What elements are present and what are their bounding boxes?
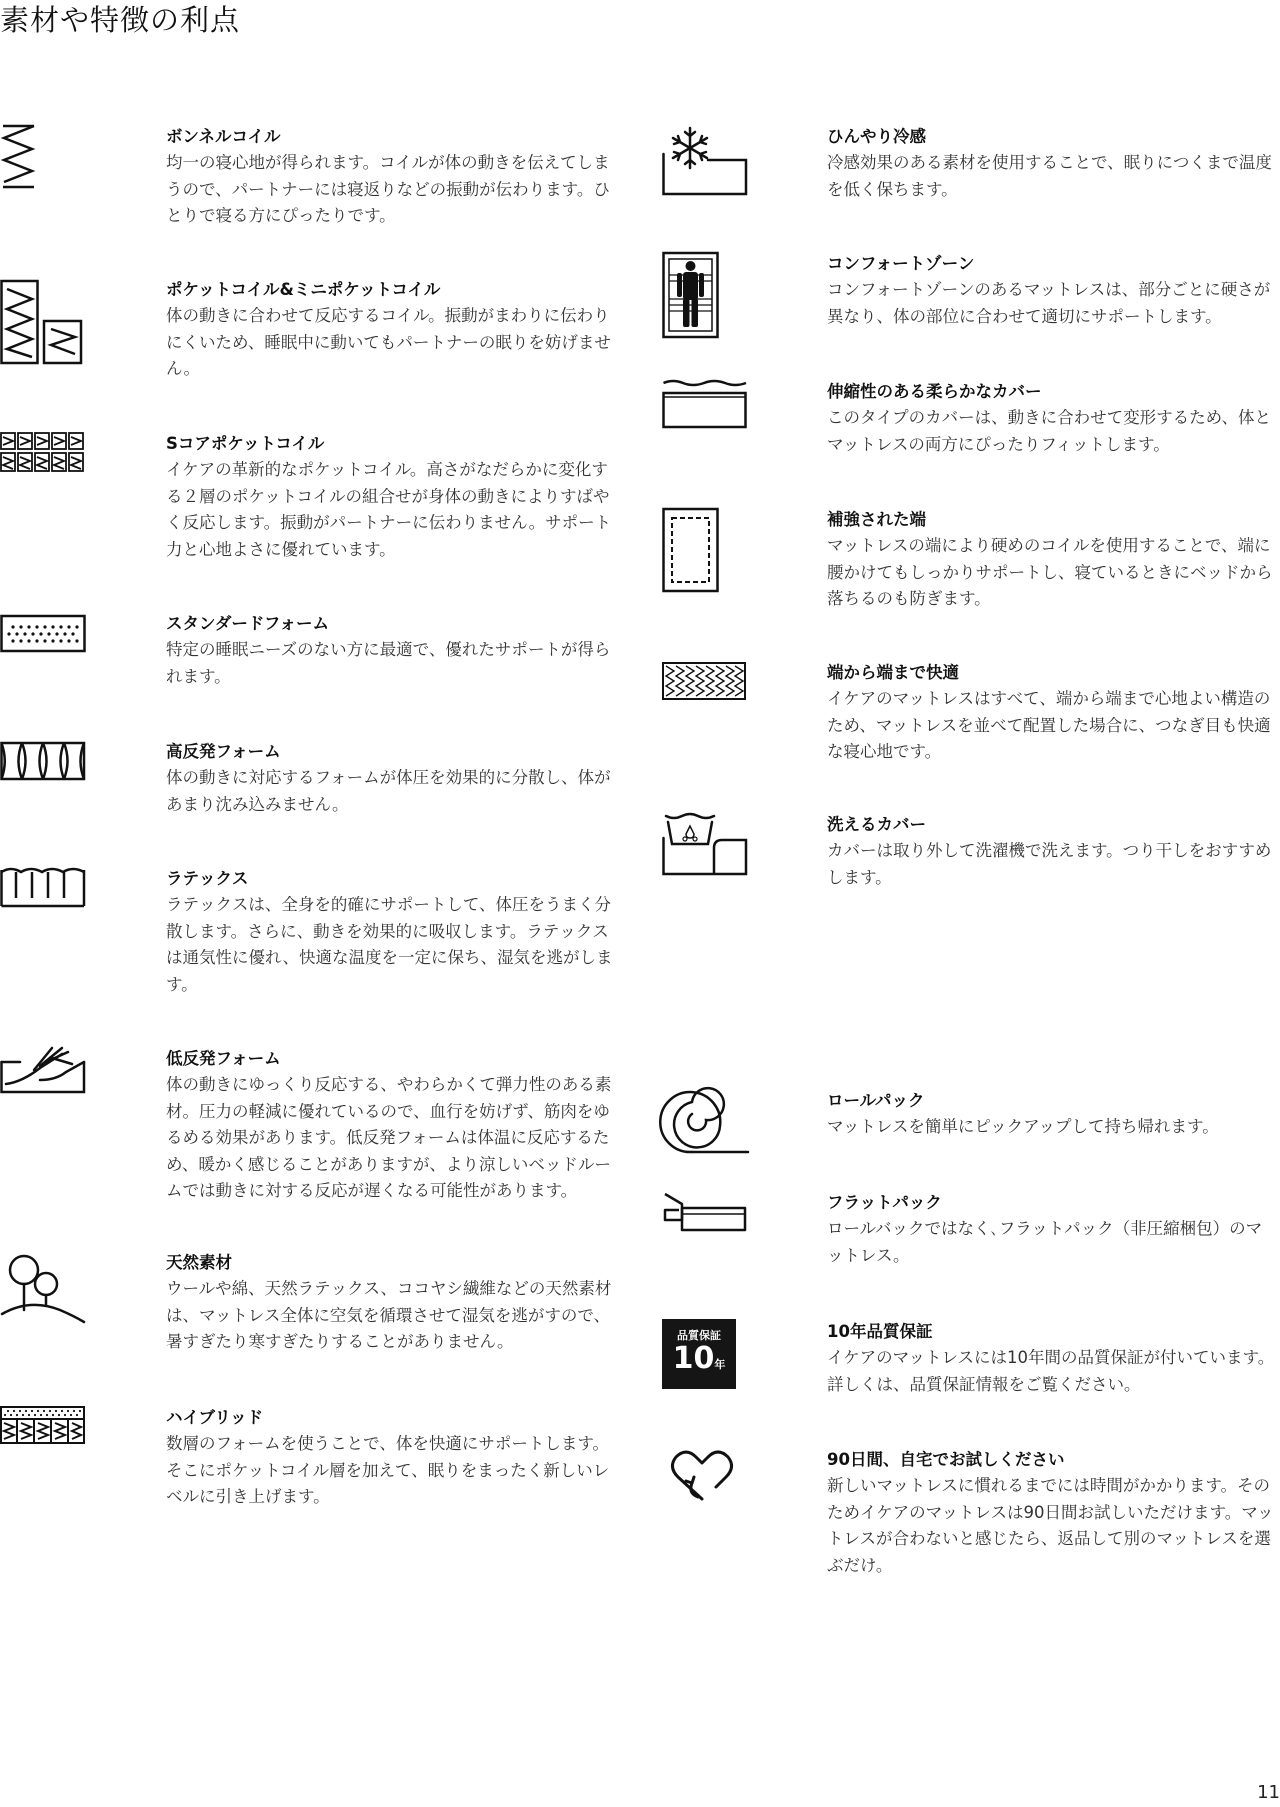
feature-title: ボンネルコイル (166, 127, 281, 146)
bonnell-coil-icon (0, 124, 90, 214)
s-core-pocket-coil-icon (0, 431, 90, 521)
feature-description: イケアのマットレスはすべて、端から端まで心地よい構造のため、マットレスを並べて配置した場合に、つなぎ目も快適な寝心地です。 (827, 689, 1271, 761)
feature-description: イケアの革新的なポケットコイル。高さがなだらかに変化する２層のポケットコイルの組合せが身体の動きによりすばやく反応します。振動がパートナーに伝わりません。サポート力と心地よさに優れています。 (166, 460, 612, 559)
page-number: 11 (1257, 1782, 1280, 1803)
feature-description: このタイプのカバーは、動きに合わせて変形するため、体とマットレスの両方にぴったりフィットします。 (827, 408, 1272, 454)
warranty-badge-label: 品質保証 (677, 1329, 721, 1342)
feature-description: 体の動きにゆっくり反応する、やわらかくて弾力性のある素材。圧力の軽減に優れているので、血行を妨げず、筋肉をゆるめる効果があります。低反発フォームは体温に反応するため、暖かく感じることがありますが、より涼しいベッドルームでは動きに対する反応が遅くなる可能性があります。 (166, 1075, 612, 1200)
warranty-badge-number: 10 (672, 1341, 715, 1376)
feature-title: 天然素材 (166, 1253, 232, 1272)
feature-description: 体の動きに合わせて反応するコイル。振動がまわりに伝わりにくいため、睡眠中に動いてもパートナーの眠りを妨げません。 (166, 306, 611, 378)
reinforced-edge-icon (662, 507, 752, 597)
feature-title: 端から端まで快適 (827, 663, 959, 682)
standard-foam-icon (0, 611, 90, 701)
feature-description: 新しいマットレスに慣れるまでには時間がかかります。そのためイケアのマットレスは90日間お試しいただけます。マットレスが合わないと感じたら、返品して別のマットレスを選ぶだけ。 (827, 1476, 1274, 1575)
memory-foam-hand-icon (0, 1046, 90, 1136)
feature-title: ハイブリッド (166, 1408, 264, 1427)
feature-description: ウールや綿、天然ラテックス、ココヤシ繊維などの天然素材は、マットレス全体に空気を循環させて湿気を逃がすので、暑すぎたり寒すぎたりすることがありません。 (166, 1279, 612, 1351)
feature-title: Sコアポケットコイル (166, 434, 325, 453)
feature-title: ロールパック (827, 1091, 925, 1110)
feature-description: 体の動きに対応するフォームが体圧を効果的に分散し、体があまり沈み込みません。 (166, 768, 611, 814)
feature-title: 低反発フォーム (166, 1049, 281, 1068)
latex-icon (0, 866, 90, 956)
feature-description: 特定の睡眠ニーズのない方に最適で、優れたサポートが得られます。 (166, 640, 611, 686)
feature-description: マットレスを簡単にピックアップして持ち帰れます。 (827, 1117, 1219, 1136)
feature-title: 90日間、自宅でお試しください (827, 1450, 1065, 1469)
feature-title: ポケットコイル&ミニポケットコイル (166, 280, 441, 299)
feature-description: カバーは取り外して洗濯機で洗えます。つり干しをおすすめします。 (827, 841, 1272, 887)
high-resilience-foam-icon (0, 739, 90, 829)
feature-description: イケアのマットレスには10年間の品質保証が付いています。詳しくは、品質保証情報をご覧ください。 (827, 1348, 1275, 1394)
feature-title: 伸縮性のある柔らかなカバー (827, 382, 1042, 401)
feature-title: ラテックス (166, 869, 249, 888)
washable-cover-icon (662, 812, 752, 902)
feature-description: ロールバックではなく､フラットパック（非圧縮梱包）のマットレス。 (827, 1219, 1263, 1265)
pocket-coil-icon (0, 277, 90, 367)
edge-to-edge-comfort-icon (662, 660, 752, 750)
warranty-10-year-icon (662, 1319, 736, 1389)
heart-return-icon (662, 1447, 752, 1537)
feature-description: コンフォートゾーンのあるマットレスは、部分ごとに硬さが異なり、体の部位に合わせて適切にサポートします。 (827, 280, 1271, 326)
comfort-zone-body-icon (662, 251, 752, 341)
feature-description: 数層のフォームを使うことで、体を快適にサポートします。そこにポケットコイル層を加えて、眠りをまったく新しいレベルに引き上げます。 (166, 1434, 610, 1506)
natural-materials-tree-icon (0, 1250, 90, 1340)
hybrid-icon (0, 1405, 90, 1495)
feature-description: ラテックスは、全身を的確にサポートして、体圧をうまく分散します。さらに、動きを効果的に吸収します。ラテックスは通気性に優れ、快適な温度を一定に保ち、湿気を逃がします。 (166, 895, 613, 994)
feature-title: フラットパック (827, 1193, 942, 1212)
feature-description: マットレスの端により硬めのコイルを使用することで、端に腰かけてもしっかりサポートし、寝ているときにベッドから落ちるのも防ぎます。 (827, 536, 1273, 608)
page-title: 素材や特徴の利点 (0, 3, 241, 37)
feature-title: コンフォートゾーン (827, 254, 975, 273)
feature-title: 洗えるカバー (827, 815, 926, 834)
feature-description: 均一の寝心地が得られます。コイルが体の動きを伝えてしまうので、パートナーには寝返りなどの振動が伝わります。ひとりで寝る方にぴったりです。 (166, 153, 610, 225)
stretch-cover-icon (662, 379, 752, 469)
feature-title: 高反発フォーム (166, 742, 281, 761)
feature-title: 10年品質保証 (827, 1322, 933, 1341)
flat-pack-icon (662, 1190, 752, 1280)
roll-pack-icon (662, 1088, 752, 1178)
feature-description: 冷感効果のある素材を使用することで、眠りにつくまで温度を低く保ちます。 (827, 153, 1272, 199)
snowflake-cooling-icon (662, 124, 752, 214)
feature-title: ひんやり冷感 (827, 127, 926, 146)
feature-title: スタンダードフォーム (166, 614, 330, 633)
warranty-badge-unit: 年 (714, 1358, 726, 1371)
feature-title: 補強された端 (827, 510, 926, 529)
